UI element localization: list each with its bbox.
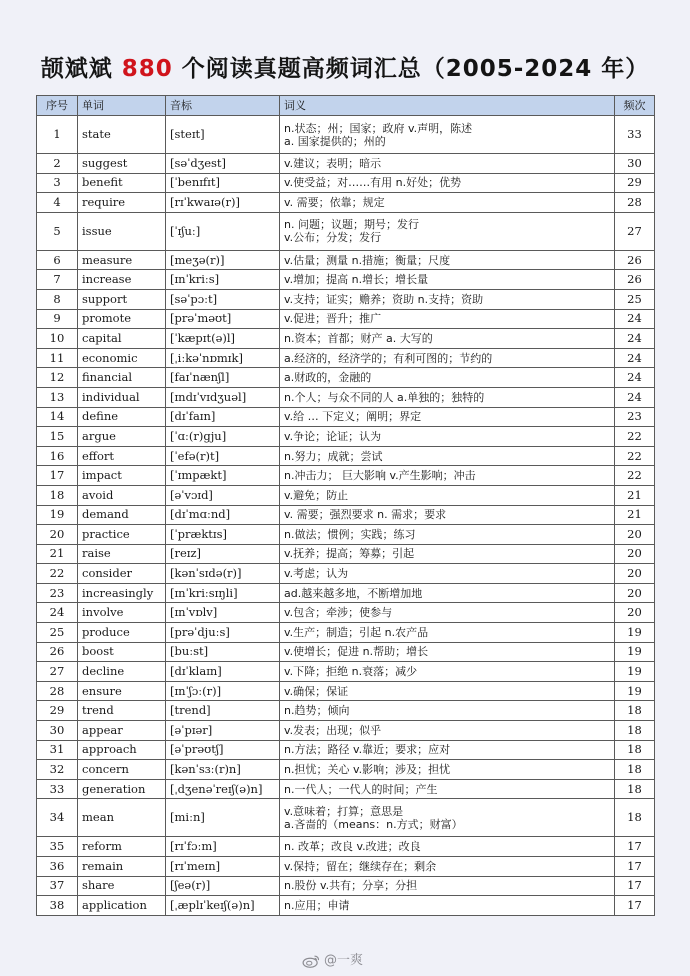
row-number: 29 [37,701,78,721]
meaning-cell [280,407,615,427]
meaning-line: n.个人；与众不同的人 a.单独的；独特的 [284,390,485,404]
row-number: 31 [37,740,78,760]
meaning-line: a. 国家提供的；州的 [284,134,386,148]
table-body [37,116,655,916]
word-cell: issue [78,212,166,250]
phonetic-cell: [ˈefə(r)t] [166,446,280,466]
table-row [37,466,655,486]
table-header-row [37,96,655,116]
table-row [37,642,655,662]
phonetic-cell: [ɪndɪˈvɪdʒuəl] [166,387,280,407]
table-row [37,289,655,309]
word-cell: remain [78,857,166,877]
word-cell: raise [78,544,166,564]
row-number: 25 [37,623,78,643]
meaning-line: v.避免；防止 [284,488,349,502]
page-title [0,50,690,83]
meaning-cell [280,427,615,447]
meaning-line: v.考虑；认为 [284,567,349,581]
phonetic-cell: [rɪˈmeɪn] [166,857,280,877]
phonetic-cell: [ʃeə(r)] [166,876,280,896]
table-row [37,250,655,270]
phonetic-cell: [ˈɑː(r)gju] [166,427,280,447]
row-number: 7 [37,270,78,290]
word-cell: require [78,193,166,213]
frequency-cell: 18 [615,799,655,837]
word-cell: argue [78,427,166,447]
frequency-cell: 18 [615,760,655,780]
meaning-line: n.担忧；关心 v.影响；涉及；担忧 [284,763,451,777]
meaning-cell [280,779,615,799]
frequency-cell: 19 [615,642,655,662]
word-cell: impact [78,466,166,486]
row-number: 28 [37,681,78,701]
phonetic-cell: [əˈpɪər] [166,721,280,741]
meaning-cell [280,505,615,525]
title-prefix: 颉斌斌 [40,56,122,82]
table-row [37,760,655,780]
phonetic-cell: [ɪnˈvɒlv] [166,603,280,623]
meaning-line: v. 需要；强烈要求 n. 需求；要求 [284,508,447,522]
frequency-cell: 29 [615,173,655,193]
phonetic-cell: [dɪˈmɑːnd] [166,505,280,525]
word-cell: demand [78,505,166,525]
meaning-line: v.争论；论证；认为 [284,429,382,443]
meaning-cell [280,309,615,329]
phonetic-cell: [ɪnˈkriːs] [166,270,280,290]
meaning-line: ad.越来越多地，不断增加地 [284,586,423,600]
title-suffix: 个阅读真题高频词汇总（2005-2024 年） [172,56,650,82]
meaning-cell [280,270,615,290]
table-row [37,387,655,407]
meaning-cell [280,740,615,760]
row-number: 18 [37,485,78,505]
word-cell: financial [78,368,166,388]
meaning-line: n.冲击力； 巨大影响 v.产生影响；冲击 [284,469,476,483]
title-highlight-number: 880 [121,56,173,82]
word-cell: economic [78,348,166,368]
frequency-cell: 20 [615,544,655,564]
phonetic-cell: [ˌdʒenəˈreɪʃ(ə)n] [166,779,280,799]
table-row [37,212,655,250]
frequency-cell: 20 [615,583,655,603]
meaning-cell [280,623,615,643]
table-row [37,681,655,701]
frequency-cell: 17 [615,837,655,857]
row-number: 35 [37,837,78,857]
meaning-cell [280,876,615,896]
meaning-line: n.一代人；一代人的时间；产生 [284,782,438,796]
meaning-cell [280,603,615,623]
frequency-cell: 30 [615,154,655,174]
row-number: 24 [37,603,78,623]
row-number: 2 [37,154,78,174]
word-cell: increasingly [78,583,166,603]
frequency-cell: 19 [615,623,655,643]
word-cell: avoid [78,485,166,505]
row-number: 17 [37,466,78,486]
phonetic-cell: [ˈpræktɪs] [166,525,280,545]
meaning-cell [280,544,615,564]
frequency-cell: 18 [615,740,655,760]
table-row [37,564,655,584]
row-number: 27 [37,662,78,682]
row-number: 11 [37,348,78,368]
row-number: 20 [37,525,78,545]
meaning-line: v.使增长；促进 n.帮助；增长 [284,645,429,659]
frequency-cell: 21 [615,485,655,505]
row-number: 22 [37,564,78,584]
frequency-cell: 25 [615,289,655,309]
phonetic-cell: [prəˈdjuːs] [166,623,280,643]
frequency-cell: 18 [615,721,655,741]
phonetic-cell: [dɪˈfaɪn] [166,407,280,427]
header-phonetic: 音标 [166,96,280,116]
frequency-cell: 19 [615,681,655,701]
row-number: 10 [37,329,78,349]
table-row [37,799,655,837]
meaning-cell [280,760,615,780]
frequency-cell: 20 [615,525,655,545]
frequency-cell: 24 [615,329,655,349]
row-number: 9 [37,309,78,329]
table-row [37,427,655,447]
phonetic-cell: [ˈkæpɪt(ə)l] [166,329,280,349]
phonetic-cell: [kənˈsɜː(r)n] [166,760,280,780]
frequency-cell: 17 [615,857,655,877]
phonetic-cell: [buːst] [166,642,280,662]
row-number: 21 [37,544,78,564]
meaning-cell [280,564,615,584]
meaning-line: v.下降；拒绝 n.衰落；减少 [284,665,418,679]
row-number: 32 [37,760,78,780]
phonetic-cell: [rɪˈfɔːm] [166,837,280,857]
word-cell: trend [78,701,166,721]
meaning-cell [280,701,615,721]
table-row [37,721,655,741]
phonetic-cell: [ˈbenɪfɪt] [166,173,280,193]
frequency-cell: 24 [615,348,655,368]
meaning-line: a.经济的，经济学的；有利可图的；节约的 [284,351,493,365]
phonetic-cell: [ɪnˈʃɔː(r)] [166,681,280,701]
meaning-cell [280,896,615,916]
header-num: 序号 [37,96,78,116]
meaning-cell [280,193,615,213]
meaning-line: v.使受益；对……有用 n.好处；优势 [284,176,462,190]
meaning-cell [280,837,615,857]
phonetic-cell: [ˌiːkəˈnɒmɪk] [166,348,280,368]
frequency-cell: 19 [615,662,655,682]
row-number: 16 [37,446,78,466]
table-row [37,603,655,623]
meaning-line: v.生产；制造；引起 n.农产品 [284,625,429,639]
row-number: 38 [37,896,78,916]
table-row [37,154,655,174]
frequency-cell: 27 [615,212,655,250]
word-cell: concern [78,760,166,780]
word-cell: define [78,407,166,427]
phonetic-cell: [reɪz] [166,544,280,564]
table-row [37,857,655,877]
table-row [37,623,655,643]
word-cell: measure [78,250,166,270]
table-row [37,525,655,545]
meaning-cell [280,387,615,407]
meaning-line: n.状态；州；国家；政府 v.声明，陈述 [284,121,473,135]
table-row [37,329,655,349]
table-row [37,270,655,290]
meaning-line: v.抚养；提高；筹募；引起 [284,547,415,561]
table-row [37,583,655,603]
table-row [37,407,655,427]
phonetic-cell: [miːn] [166,799,280,837]
row-number: 1 [37,116,78,154]
meaning-line: v.给 … 下定义；阐明；界定 [284,410,422,424]
meaning-line: a.财政的，金融的 [284,371,372,385]
word-cell: practice [78,525,166,545]
phonetic-cell: [ɪnˈkriːsɪŋli] [166,583,280,603]
frequency-cell: 24 [615,309,655,329]
phonetic-cell: [səˈpɔːt] [166,289,280,309]
frequency-cell: 22 [615,466,655,486]
row-number: 15 [37,427,78,447]
word-cell: approach [78,740,166,760]
word-cell: individual [78,387,166,407]
meaning-line: n. 改革；改良 v.改进；改良 [284,840,421,854]
row-number: 6 [37,250,78,270]
frequency-cell: 20 [615,603,655,623]
word-cell: ensure [78,681,166,701]
meaning-line: n.趋势；倾向 [284,704,350,718]
meaning-line: a.吝啬的（means：n.方式；财富） [284,817,463,831]
row-number: 3 [37,173,78,193]
word-cell: promote [78,309,166,329]
meaning-line: v.公布；分发；发行 [284,231,382,245]
word-cell: produce [78,623,166,643]
weibo-logo-icon [302,954,320,968]
frequency-cell: 21 [615,505,655,525]
word-cell: involve [78,603,166,623]
frequency-cell: 26 [615,250,655,270]
frequency-cell: 22 [615,427,655,447]
word-cell: boost [78,642,166,662]
word-cell: mean [78,799,166,837]
table-row [37,779,655,799]
phonetic-cell: [səˈdʒest] [166,154,280,174]
vocabulary-table [36,95,655,916]
meaning-cell [280,857,615,877]
meaning-line: v.估量；测量 n.措施；衡量；尺度 [284,253,451,267]
meaning-cell [280,212,615,250]
row-number: 36 [37,857,78,877]
watermark-text: @一爽 [324,953,364,968]
meaning-line: n. 问题；议题；期号；发行 [284,218,419,232]
frequency-cell: 17 [615,896,655,916]
meaning-cell [280,348,615,368]
table-row [37,701,655,721]
table-row [37,876,655,896]
meaning-cell [280,662,615,682]
table-row [37,837,655,857]
meaning-line: n.资本；首都；财产 a. 大写的 [284,331,433,345]
meaning-cell [280,329,615,349]
word-cell: benefit [78,173,166,193]
frequency-cell: 22 [615,446,655,466]
phonetic-cell: [faɪˈnænʃl] [166,368,280,388]
row-number: 37 [37,876,78,896]
frequency-cell: 26 [615,270,655,290]
row-number: 33 [37,779,78,799]
word-cell: increase [78,270,166,290]
meaning-line: v.意味着；打算；意思是 [284,804,404,818]
word-cell: generation [78,779,166,799]
meaning-line: v.保持；留在；继续存在；剩余 [284,859,437,873]
table-row [37,544,655,564]
meaning-cell [280,446,615,466]
table-row [37,446,655,466]
phonetic-cell: [əˈprəʊtʃ] [166,740,280,760]
meaning-line: v.支持；证实；赡养；资助 n.支持；资助 [284,292,484,306]
meaning-cell [280,173,615,193]
frequency-cell: 33 [615,116,655,154]
word-cell: share [78,876,166,896]
phonetic-cell: [prəˈməʊt] [166,309,280,329]
frequency-cell: 24 [615,368,655,388]
meaning-cell [280,466,615,486]
phonetic-cell: [rɪˈkwaɪə(r)] [166,193,280,213]
row-number: 13 [37,387,78,407]
frequency-cell: 18 [615,701,655,721]
word-cell: application [78,896,166,916]
word-cell: suggest [78,154,166,174]
meaning-cell [280,154,615,174]
meaning-cell [280,116,615,154]
word-cell: state [78,116,166,154]
table-row [37,505,655,525]
header-word: 单词 [78,96,166,116]
meaning-cell [280,721,615,741]
table-row [37,662,655,682]
meaning-cell [280,368,615,388]
row-number: 19 [37,505,78,525]
word-cell: support [78,289,166,309]
table-row [37,896,655,916]
meaning-line: n.应用；申请 [284,898,350,912]
meaning-line: n.做法；惯例；实践；练习 [284,527,416,541]
table-row [37,309,655,329]
meaning-line: n.努力；成就；尝试 [284,449,383,463]
frequency-cell: 17 [615,876,655,896]
meaning-cell [280,289,615,309]
phonetic-cell: [ˈɪmpækt] [166,466,280,486]
phonetic-cell: [steɪt] [166,116,280,154]
header-frequency: 频次 [615,96,655,116]
watermark [302,949,363,968]
header-meaning: 词义 [280,96,615,116]
word-cell: consider [78,564,166,584]
row-number: 26 [37,642,78,662]
meaning-line: v.建议；表明；暗示 [284,156,382,170]
meaning-line: v.包含；牵涉；使参与 [284,606,393,620]
meaning-line: n.股份 v.共有；分享；分担 [284,879,418,893]
table-row [37,348,655,368]
row-number: 4 [37,193,78,213]
meaning-line: n.方法；路径 v.靠近；要求；应对 [284,743,451,757]
meaning-cell [280,642,615,662]
phonetic-cell: [ˌæplɪˈkeɪʃ(ə)n] [166,896,280,916]
frequency-cell: 28 [615,193,655,213]
table-row [37,193,655,213]
word-cell: decline [78,662,166,682]
meaning-line: v.增加；提高 n.增长；增长量 [284,273,429,287]
table-row [37,116,655,154]
table-row [37,173,655,193]
phonetic-cell: [əˈvɔɪd] [166,485,280,505]
word-cell: appear [78,721,166,741]
meaning-cell [280,525,615,545]
row-number: 8 [37,289,78,309]
word-cell: effort [78,446,166,466]
phonetic-cell: [dɪˈklaɪn] [166,662,280,682]
row-number: 14 [37,407,78,427]
phonetic-cell: [meʒə(r)] [166,250,280,270]
row-number: 30 [37,721,78,741]
meaning-line: v.发表；出现；似乎 [284,723,382,737]
phonetic-cell: [kənˈsɪdə(r)] [166,564,280,584]
word-cell: reform [78,837,166,857]
frequency-cell: 18 [615,779,655,799]
word-cell: capital [78,329,166,349]
frequency-cell: 24 [615,387,655,407]
table-row [37,485,655,505]
meaning-cell [280,250,615,270]
row-number: 23 [37,583,78,603]
phonetic-cell: [ˈɪʃuː] [166,212,280,250]
meaning-line: v.确保；保证 [284,684,349,698]
meaning-cell [280,799,615,837]
meaning-cell [280,485,615,505]
table-row [37,368,655,388]
meaning-cell [280,583,615,603]
frequency-cell: 20 [615,564,655,584]
row-number: 5 [37,212,78,250]
row-number: 12 [37,368,78,388]
frequency-cell: 23 [615,407,655,427]
meaning-line: v. 需要；依靠；规定 [284,195,385,209]
phonetic-cell: [trend] [166,701,280,721]
meaning-cell [280,681,615,701]
table-row [37,740,655,760]
meaning-line: v.促进；晋升；推广 [284,312,382,326]
row-number: 34 [37,799,78,837]
